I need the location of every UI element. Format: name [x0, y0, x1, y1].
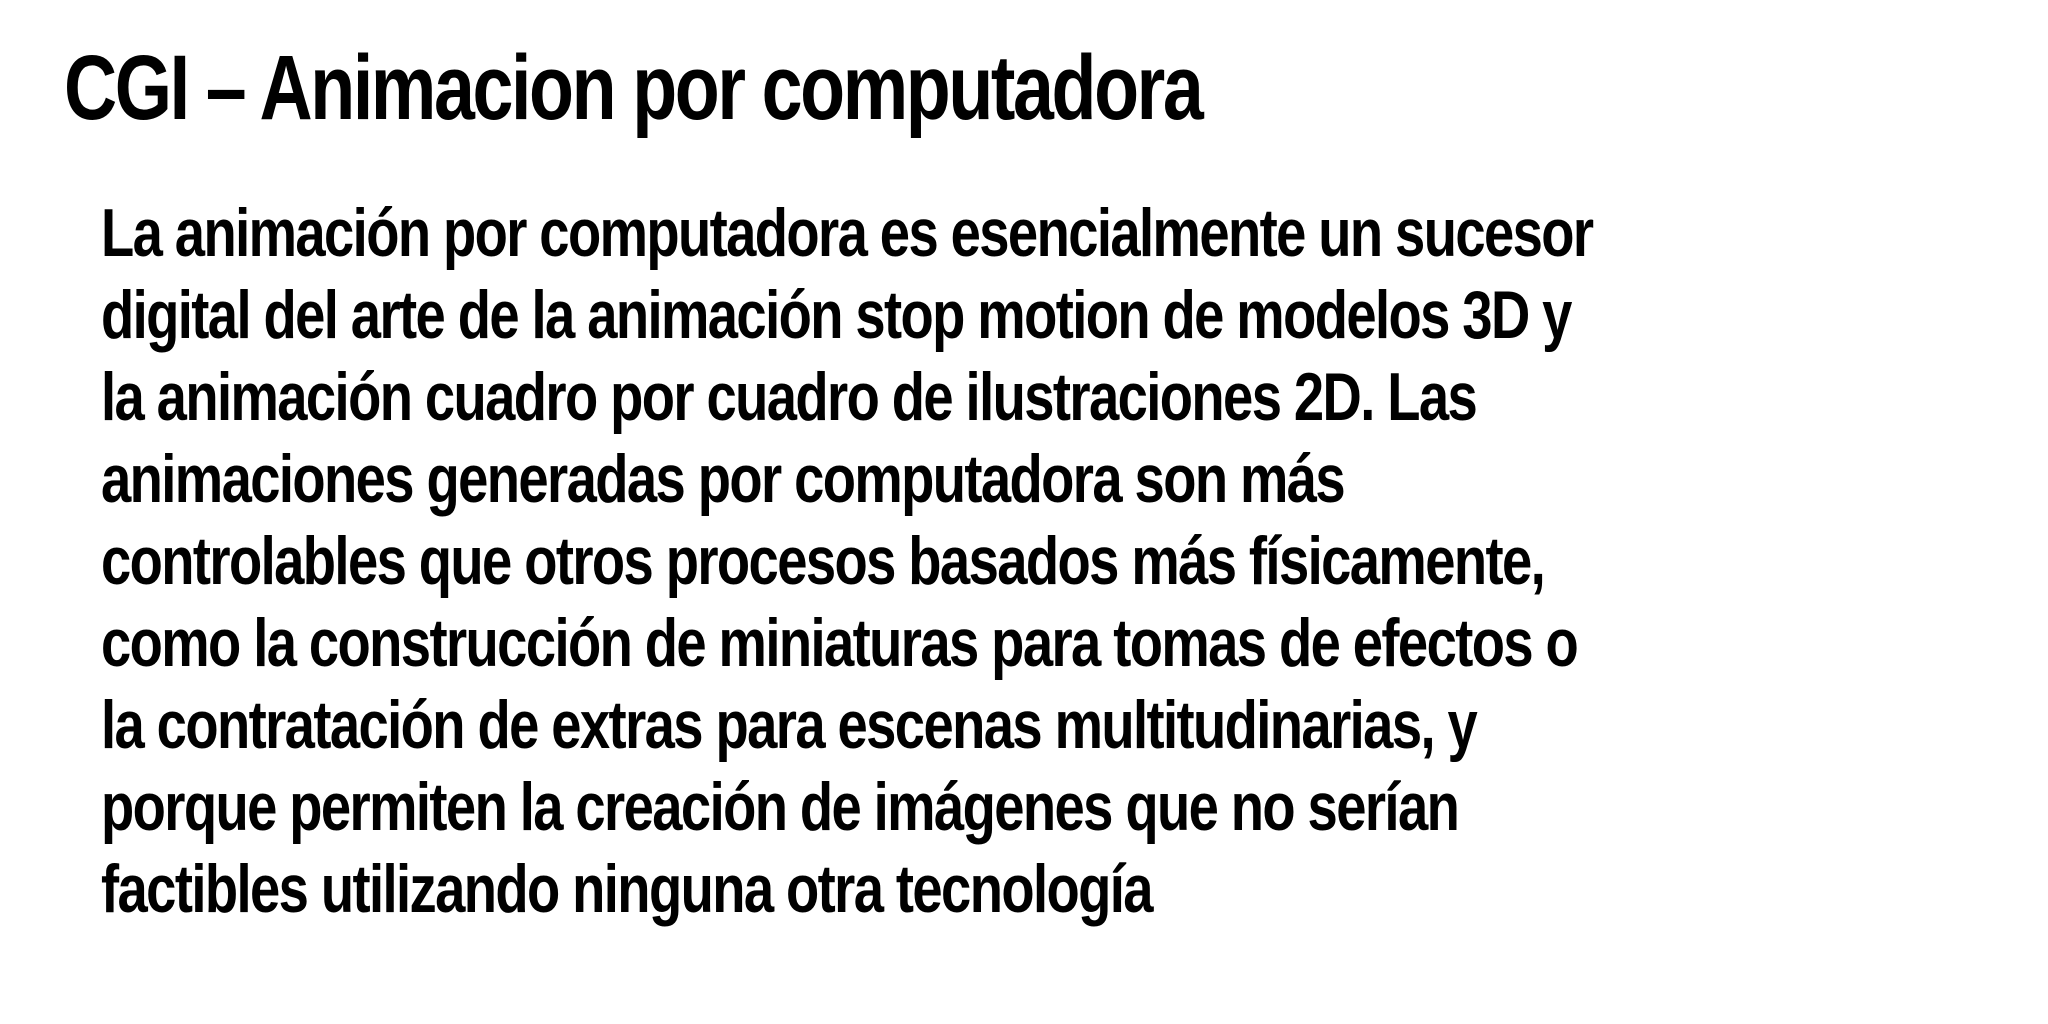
- body-line: digital del arte de la animación stop motion de modelos 3D y: [101, 277, 1571, 353]
- body-line: porque permiten la creación de imágenes que no serían: [101, 769, 1459, 845]
- slide-title: CGI – Animacion por computadora: [64, 37, 1202, 139]
- body-line: la animación cuadro por cuadro de ilustraciones 2D. Las: [101, 359, 1477, 435]
- body-line: la contratación de extras para escenas multitudinarias, y: [101, 687, 1477, 763]
- body-line: animaciones generadas por computadora son más: [101, 441, 1345, 517]
- body-line: como la construcción de miniaturas para tomas de efectos o: [101, 605, 1578, 681]
- slide-body: [101, 192, 1965, 930]
- body-line: factibles utilizando ninguna otra tecnología: [101, 851, 1152, 927]
- body-line: controlables que otros procesos basados más físicamente,: [101, 523, 1545, 599]
- body-line: La animación por computadora es esencialmente un sucesor: [101, 195, 1593, 271]
